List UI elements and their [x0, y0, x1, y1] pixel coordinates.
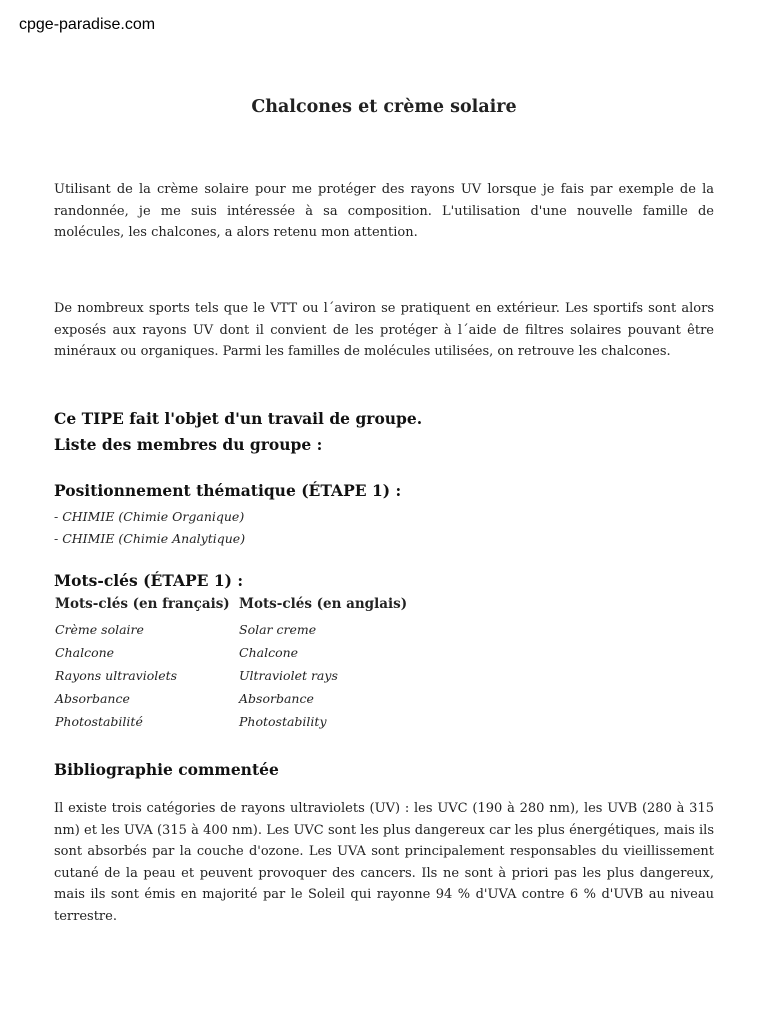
table-row	[52, 641, 410, 664]
keywords-table	[52, 596, 410, 733]
table-row	[52, 710, 410, 733]
motivation-paragraph: De nombreux sports tels que le VTT ou l´aviron se pratiquent en extérieur. Les sportifs sont alors exposés aux rayons UV dont il convient de les protéger à l´aide de filtres solaires pouvant être minéraux ou organiques. Parmi les familles de molécules utilisées, on retrouve les chalcones.	[54, 301, 714, 359]
group-work-heading: Ce TIPE fait l'objet d'un travail de groupe.	[54, 409, 423, 428]
positioning-heading: Positionnement thématique (ÉTAPE 1) :	[54, 481, 402, 500]
keyword-en: Solar creme	[239, 622, 317, 637]
document-title: Chalcones et crème solaire	[251, 97, 517, 117]
keyword-en: Ultraviolet rays	[239, 668, 338, 683]
keyword-fr: Chalcone	[55, 645, 115, 660]
keyword-fr: Crème solaire	[55, 622, 144, 637]
table-row	[52, 618, 410, 641]
keywords-col-en: Mots-clés (en anglais)	[239, 596, 408, 612]
keyword-en: Absorbance	[239, 691, 314, 706]
keywords-heading: Mots-clés (ÉTAPE 1) :	[54, 571, 244, 590]
group-members-heading: Liste des membres du groupe :	[54, 435, 323, 454]
table-row	[52, 664, 410, 687]
keywords-col-fr: Mots-clés (en français)	[55, 596, 230, 612]
bibliography-paragraph: Il existe trois catégories de rayons ultraviolets (UV) : les UVC (190 à 280 nm), les UVB (280 à 315 nm) et les UVA (315 à 400 nm). Les UVC sont les plus dangereux car les plus énergétiques, mais ils sont absorbés par la couche d'ozone. Les UVA sont principalement responsables du vieillissement cutané de la peau et peuvent provoquer des cancers. Ils ne sont à priori pas les plus dangereux, mais ils sont émis en majorité par le Soleil qui rayonne 94 % d'UVA contre 6 % d'UVB au niveau terrestre.	[54, 801, 714, 924]
positioning-list	[54, 506, 245, 550]
keyword-en: Photostability	[239, 714, 327, 729]
keyword-fr: Rayons ultraviolets	[55, 668, 178, 683]
positioning-item: - CHIMIE (Chimie Organique)	[54, 509, 245, 524]
site-watermark: cpge-paradise.com	[19, 16, 156, 33]
keyword-fr: Absorbance	[55, 691, 130, 706]
keyword-fr: Photostabilité	[55, 714, 143, 729]
positioning-item: - CHIMIE (Chimie Analytique)	[54, 531, 246, 546]
intro-paragraph: Utilisant de la crème solaire pour me protéger des rayons UV lorsque je fais par exemple de la randonnée, je me suis intéressée à sa composition. L'utilisation d'une nouvelle famille de molécules, les chalcones, a alors retenu mon attention.	[54, 182, 714, 240]
keyword-en: Chalcone	[239, 645, 299, 660]
table-row	[52, 687, 410, 710]
bibliography-heading: Bibliographie commentée	[54, 760, 279, 779]
